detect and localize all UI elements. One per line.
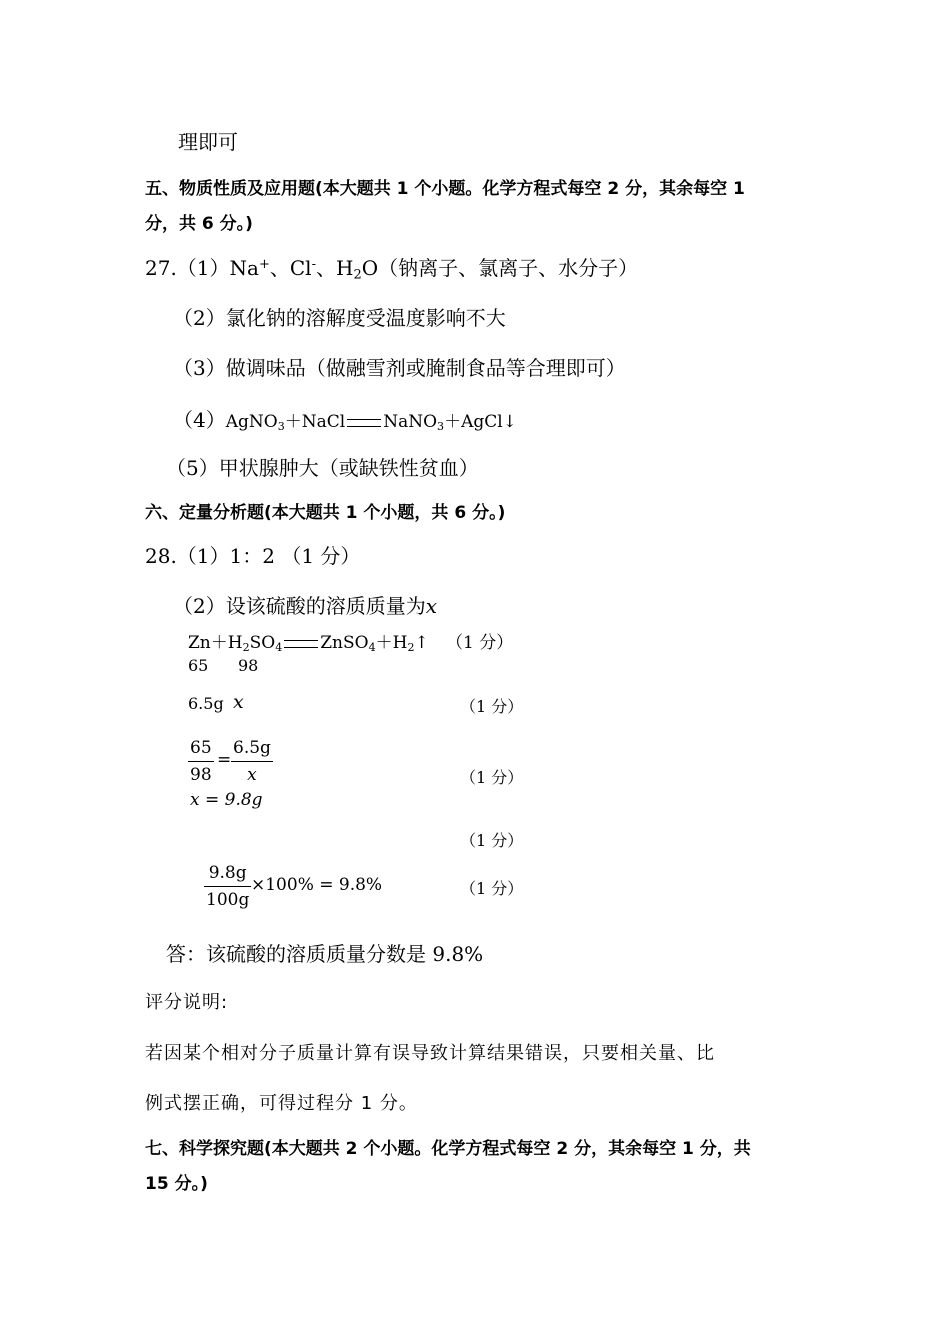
- reactant-so4: SO: [249, 633, 276, 653]
- score-blank: （1 分）: [460, 831, 524, 850]
- x-result: x = 9.8g: [190, 790, 263, 810]
- q28-part1: 28.（1）1：2 （1 分）: [145, 544, 361, 568]
- grading-note-1: 若因某个相对分子质量计算有误导致计算结果错误，只要相关量、比: [145, 1043, 715, 1064]
- section-5-heading: 五、物质性质及应用题(本大题共 1 个小题。化学方程式每空 2 分，其余每空 1: [145, 179, 745, 199]
- water-o: O: [361, 256, 379, 280]
- q27-part3: （3）做调味品（做融雪剂或腌制食品等合理即可）: [173, 356, 626, 380]
- separator: 、: [269, 256, 290, 280]
- score-proportion: （1 分）: [460, 768, 524, 787]
- q27-number: 27.（1）: [145, 256, 230, 280]
- molar-mass-zn: 65: [188, 656, 209, 675]
- cl-ion: Cl: [289, 256, 312, 280]
- subscript: 2: [242, 640, 250, 654]
- subscript: 2: [407, 640, 415, 654]
- molar-mass-h2so4: 98: [238, 656, 259, 675]
- section-6-heading: 六、定量分析题(本大题共 1 个小题，共 6 分。): [145, 503, 506, 523]
- product-agcl: ＋AgCl↓: [444, 412, 517, 432]
- subscript: 3: [277, 419, 285, 433]
- score-mass: （1 分）: [460, 697, 524, 716]
- reaction-equation: [188, 628, 429, 653]
- q27-line1: [145, 252, 638, 281]
- fraction-denominator: x: [247, 765, 257, 785]
- q27-part2: （2）氯化钠的溶解度受温度影响不大: [173, 306, 506, 330]
- product-znso4: ZnSO: [320, 633, 369, 653]
- fraction-numerator: 6.5g: [231, 737, 273, 762]
- score-eq: （1 分）: [446, 633, 514, 653]
- fraction-numerator: 65: [188, 737, 214, 762]
- separator: 、: [315, 256, 336, 280]
- fraction-65g-x: [231, 737, 273, 786]
- equals-sign: [284, 640, 318, 648]
- q27-part5: （5）甲状腺肿大（或缺铁性贫血）: [166, 456, 479, 480]
- section-5-heading-cont: 分，共 6 分。): [145, 214, 253, 234]
- score-percent: （1 分）: [460, 879, 524, 898]
- fraction-65-98: [188, 737, 214, 786]
- q28-part2: [173, 590, 437, 619]
- subscript: 3: [437, 419, 445, 433]
- q28-part2-text: （2）设该硫酸的溶质质量为: [173, 594, 426, 618]
- fraction-numerator: 9.8g: [204, 862, 251, 887]
- fraction-98g-100g: [204, 862, 251, 911]
- equals-sign: [347, 419, 381, 427]
- answer-line: 答：该硫酸的溶质质量分数是 9.8%: [166, 942, 484, 966]
- continued-text: 理即可: [178, 130, 238, 154]
- equals: =: [217, 750, 232, 770]
- percent-calc: ×100% = 9.8%: [251, 875, 383, 895]
- subscript: 4: [368, 640, 376, 654]
- na-charge: +: [258, 256, 270, 272]
- na-ion: Na: [229, 256, 259, 280]
- fraction-denominator: 98: [190, 765, 212, 785]
- fraction-denominator: 100g: [206, 890, 250, 910]
- mass-x: x: [233, 691, 244, 713]
- q27-part4-label: （4）: [173, 408, 226, 432]
- mass-zn: 6.5g: [188, 694, 224, 713]
- reactant-zn: Zn＋H: [188, 633, 243, 653]
- grading-note-2: 例式摆正确，可得过程分 1 分。: [145, 1093, 418, 1114]
- product-h2: ＋H: [375, 633, 408, 653]
- product-nano3: NaNO: [383, 412, 438, 432]
- grading-title: 评分说明:: [145, 992, 229, 1013]
- q27-part4-equation: [173, 404, 517, 433]
- cl-charge: -: [311, 256, 316, 272]
- section-7-heading-cont: 15 分。): [145, 1174, 208, 1194]
- water-sub: 2: [353, 267, 362, 283]
- gas-arrow: ↑: [414, 633, 429, 653]
- water-h: H: [335, 256, 354, 280]
- variable-x: x: [425, 594, 438, 618]
- subscript: 4: [275, 640, 283, 654]
- section-7-heading: 七、科学探究题(本大题共 2 个小题。化学方程式每空 2 分，其余每空 1 分，共: [145, 1139, 751, 1159]
- reactant-nacl: ＋NaCl: [284, 412, 346, 432]
- q27-note: （钠离子、氯离子、水分子）: [378, 256, 639, 280]
- reactant-agno3: AgNO: [225, 412, 278, 432]
